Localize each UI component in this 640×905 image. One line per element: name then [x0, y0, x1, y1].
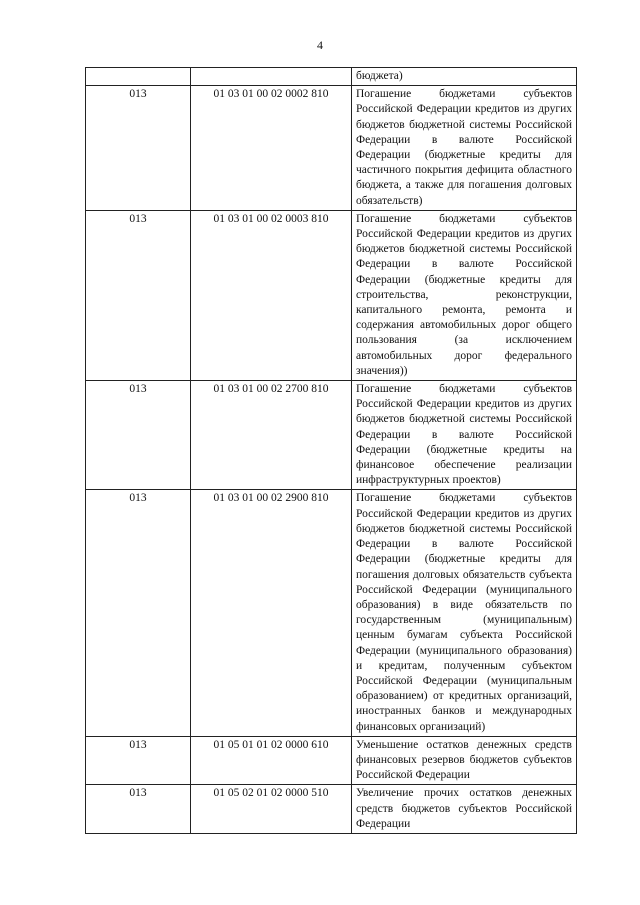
table-row [86, 785, 577, 834]
description-cell: бюджета) [352, 68, 577, 86]
table-row [86, 381, 577, 490]
budget-code-cell: 01 03 01 00 02 2900 810 [191, 490, 352, 736]
budget-code-cell: 01 03 01 00 02 2700 810 [191, 381, 352, 490]
page-number: 4 [317, 38, 323, 52]
admin-code-cell: 013 [86, 381, 191, 490]
table-row [86, 210, 577, 380]
description-cell: Погашение бюджетами субъектов Российской Федерации кредитов из других бюджетов бюджетной системы Российской Федерации в валюте Российской Федерации (бюджетные кредиты для погашения долговых обязательств субъекта Российской Федерации (муниципального образования) в виде обязательств по государственным (муниципальным) ценным бумагам субъекта Российской Федерации (муниципального образования) и кредитам, полученным субъектом Российской Федерации (муниципальным образованием) от кредитных организаций, иностранных банков и международных финансовых организаций) [352, 490, 577, 736]
table-row [86, 736, 577, 785]
admin-code-cell [86, 68, 191, 86]
description-cell: Погашение бюджетами субъектов Российской Федерации кредитов из других бюджетов бюджетной системы Российской Федерации в валюте Российской Федерации (бюджетные кредиты для частичного покрытия дефицита областного бюджета, а также для погашения долговых обязательств) [352, 86, 577, 211]
admin-code-cell: 013 [86, 490, 191, 736]
budget-code-cell: 01 05 01 01 02 0000 610 [191, 736, 352, 785]
budget-code-cell: 01 03 01 00 02 0002 810 [191, 86, 352, 211]
budget-code-cell [191, 68, 352, 86]
admin-code-cell: 013 [86, 736, 191, 785]
budget-code-cell: 01 03 01 00 02 0003 810 [191, 210, 352, 380]
description-cell: Погашение бюджетами субъектов Российской Федерации кредитов из других бюджетов бюджетной системы Российской Федерации в валюте Российской Федерации (бюджетные кредиты для строительства, реконструкции, капитального ремонта, ремонта и содержания автомобильных дорог общего пользования (за исключением автомобильных дорог федерального значения)) [352, 210, 577, 380]
description-cell: Уменьшение остатков денежных средств финансовых резервов бюджетов субъектов Российской Федерации [352, 736, 577, 785]
description-cell: Погашение бюджетами субъектов Российской Федерации кредитов из других бюджетов бюджетной системы Российской Федерации в валюте Российской Федерации (бюджетные кредиты на финансовое обеспечение реализации инфраструктурных проектов) [352, 381, 577, 490]
table-row-continuation [86, 68, 577, 86]
admin-code-cell: 013 [86, 86, 191, 211]
description-cell: Увеличение прочих остатков денежных средств бюджетов субъектов Российской Федерации [352, 785, 577, 834]
table-row [86, 86, 577, 211]
table-row [86, 490, 577, 736]
admin-code-cell: 013 [86, 210, 191, 380]
budget-codes-table [85, 67, 577, 834]
budget-code-cell: 01 05 02 01 02 0000 510 [191, 785, 352, 834]
admin-code-cell: 013 [86, 785, 191, 834]
